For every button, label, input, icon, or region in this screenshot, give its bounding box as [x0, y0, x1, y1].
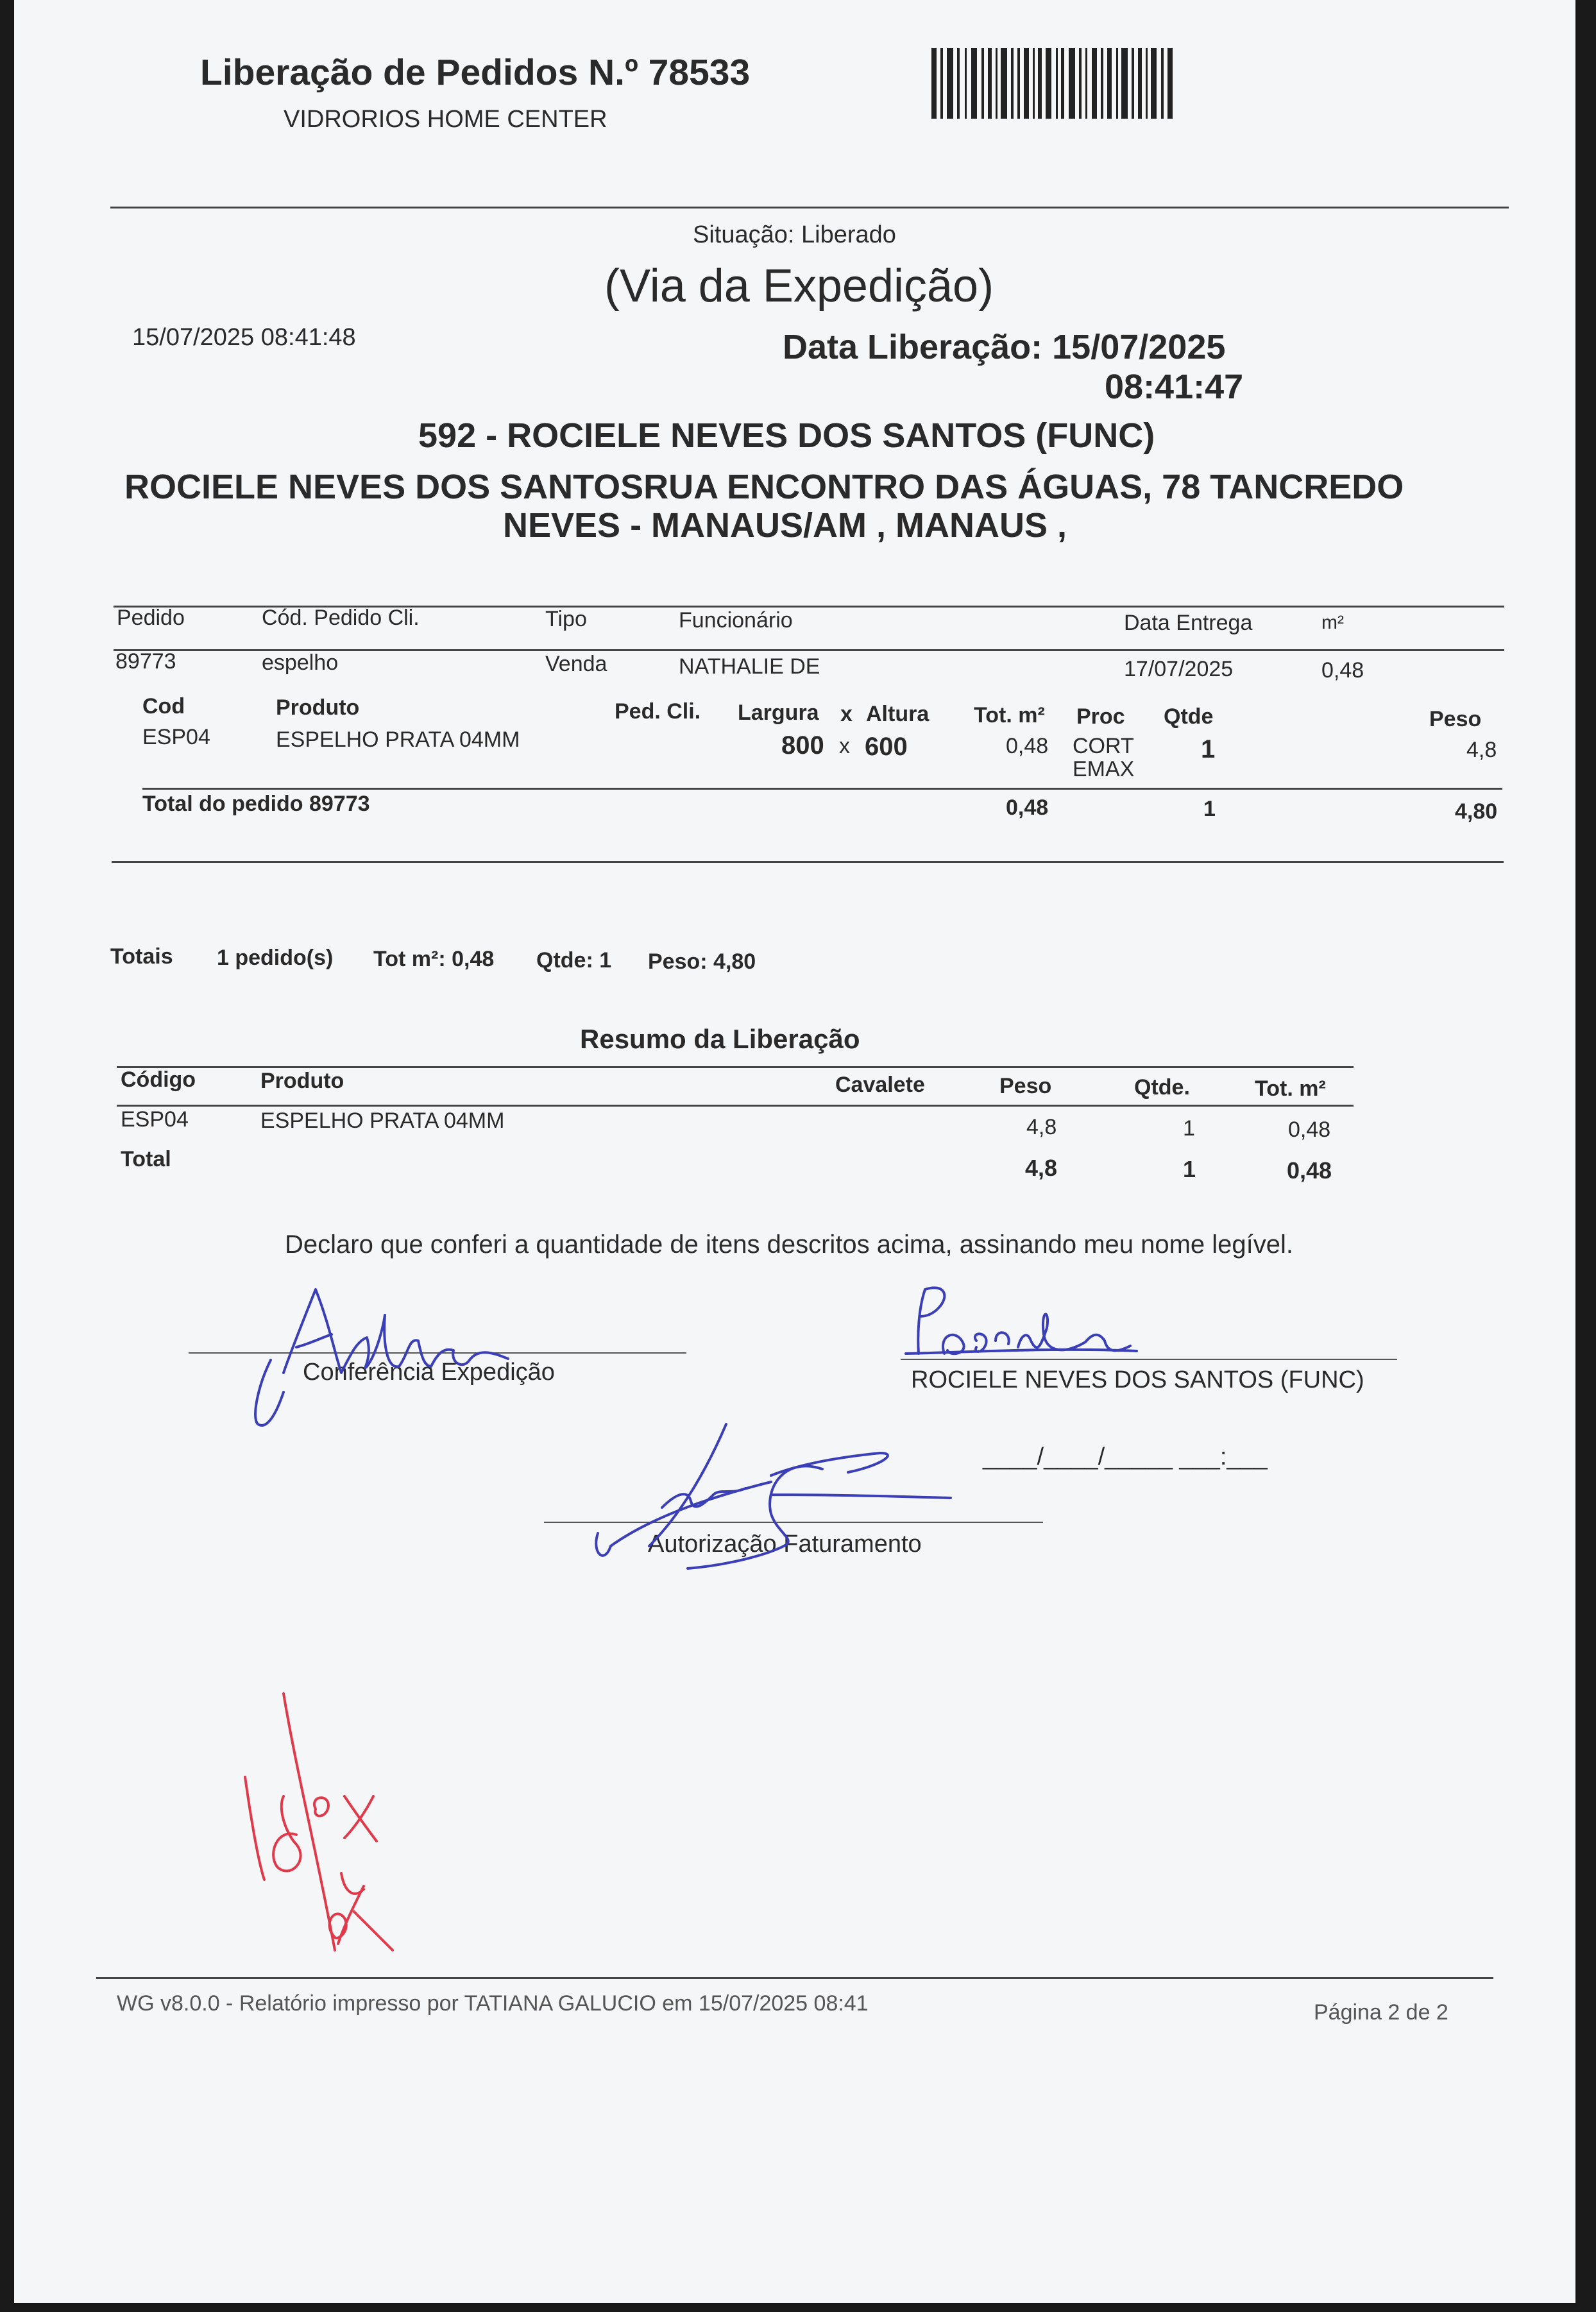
cliente-signature	[899, 1270, 1143, 1366]
resumo-total-peso: 4,8	[1025, 1155, 1058, 1181]
order-cod-pedido-cli: espelho	[262, 650, 339, 675]
item-col-largura: Largura	[738, 701, 819, 725]
resumo-col-produto: Produto	[260, 1069, 344, 1093]
item-col-altura: Altura	[866, 702, 930, 726]
client-code-line: 592 - ROCIELE NEVES DOS SANTOS (FUNC)	[418, 416, 1155, 455]
resumo-title: Resumo da Liberação	[580, 1024, 860, 1054]
col-funcionario: Funcionário	[679, 608, 793, 633]
item-col-tot-m2: Tot. m²	[974, 703, 1045, 727]
cliente-label: ROCIELE NEVES DOS SANTOS (FUNC)	[911, 1366, 1364, 1393]
declaration-text: Declaro que conferi a quantidade de itens descritos acima, assinando meu nome legível.	[285, 1230, 1294, 1259]
autorizacao-signature	[579, 1418, 989, 1578]
via-label: (Via da Expedição)	[604, 260, 994, 312]
order-total-label: Total do pedido 89773	[142, 792, 370, 816]
item-peso: 4,8	[1466, 738, 1497, 762]
data-liberacao-time: 08:41:47	[1105, 368, 1244, 406]
resumo-tot-m2: 0,48	[1288, 1118, 1331, 1142]
barcode	[931, 48, 1188, 119]
resumo-total-tot-m2: 0,48	[1287, 1157, 1332, 1184]
company-name: VIDRORIOS HOME CENTER	[284, 106, 607, 133]
resumo-peso: 4,8	[1026, 1115, 1057, 1139]
item-qtde: 1	[1201, 735, 1216, 763]
resumo-produto: ESPELHO PRATA 04MM	[260, 1109, 505, 1133]
footer-rule	[96, 1977, 1493, 1979]
order-funcionario: NATHALIE DE	[679, 654, 820, 679]
item-cod: ESP04	[142, 725, 210, 749]
order-total-m2: 0,48	[1006, 795, 1049, 820]
order-tipo: Venda	[545, 652, 607, 676]
order-total-peso: 4,80	[1455, 799, 1498, 824]
item-col-qtde: Qtde	[1164, 704, 1214, 729]
col-cod-pedido-cli: Cód. Pedido Cli.	[262, 606, 420, 630]
order-m2: 0,48	[1321, 658, 1364, 683]
header-divider	[110, 207, 1509, 208]
footer-printed-by: WG v8.0.0 - Relatório impresso por TATIANA GALUCIO em 15/07/2025 08:41	[117, 1991, 869, 2016]
resumo-col-peso: Peso	[999, 1074, 1052, 1098]
order-pedido: 89773	[115, 649, 176, 674]
item-tot-m2: 0,48	[1006, 734, 1049, 758]
resumo-col-tot-m2: Tot. m²	[1255, 1076, 1326, 1101]
col-m2: m²	[1321, 612, 1344, 633]
autorizacao-label: Autorização Faturamento	[648, 1531, 922, 1558]
totais-peso: Peso: 4,80	[648, 949, 756, 974]
footer-page-number: Página 2 de 2	[1314, 2000, 1448, 2025]
item-col-ped-cli: Ped. Cli.	[615, 699, 701, 724]
col-tipo: Tipo	[545, 607, 587, 631]
order-table-bottom-rule	[112, 861, 1504, 863]
resumo-total-qtde: 1	[1183, 1156, 1196, 1182]
resumo-total-label: Total	[121, 1147, 171, 1171]
handwritten-red-note	[207, 1668, 437, 1976]
order-total-qtde: 1	[1203, 797, 1216, 821]
resumo-col-codigo: Código	[121, 1067, 196, 1092]
item-col-peso: Peso	[1429, 707, 1482, 731]
resumo-header-rule	[117, 1105, 1354, 1107]
print-timestamp: 15/07/2025 08:41:48	[132, 324, 356, 351]
resumo-codigo: ESP04	[121, 1107, 189, 1132]
item-col-x: x	[840, 702, 853, 726]
resumo-qtde: 1	[1183, 1116, 1195, 1141]
document-title: Liberação de Pedidos N.º 78533	[200, 52, 751, 93]
item-proc-1: CORT	[1073, 734, 1134, 758]
item-largura: 800	[781, 731, 824, 760]
item-col-produto: Produto	[276, 695, 360, 720]
date-time-blank: ____/____/_____ ___:___	[983, 1443, 1268, 1470]
conferencia-signature	[239, 1277, 540, 1431]
item-x: x	[839, 734, 850, 758]
data-liberacao: Data Liberação: 15/07/2025	[783, 328, 1226, 366]
client-address-line2: NEVES - MANAUS/AM , MANAUS ,	[503, 506, 1067, 545]
document-page	[14, 0, 1575, 2303]
col-pedido: Pedido	[117, 606, 185, 630]
order-data-entrega: 17/07/2025	[1124, 657, 1234, 681]
totais-qtde: Qtde: 1	[536, 948, 612, 973]
item-col-cod: Cod	[142, 694, 185, 718]
item-total-rule	[142, 788, 1502, 790]
totais-label: Totais	[110, 944, 173, 969]
item-produto: ESPELHO PRATA 04MM	[276, 727, 520, 752]
resumo-col-cavalete: Cavalete	[835, 1073, 925, 1097]
totais-pedidos: 1 pedido(s)	[217, 946, 334, 970]
resumo-top-rule	[117, 1066, 1354, 1068]
item-col-proc: Proc	[1076, 704, 1125, 729]
resumo-col-qtde: Qtde.	[1134, 1075, 1190, 1100]
conferencia-label: Conferência Expedição	[303, 1359, 555, 1386]
totais-m2: Tot m²: 0,48	[373, 947, 495, 971]
item-proc-2: EMAX	[1073, 757, 1135, 781]
item-altura: 600	[865, 733, 908, 761]
situacao-label: Situação: Liberado	[693, 221, 896, 248]
client-address-line1: ROCIELE NEVES DOS SANTOSRUA ENCONTRO DAS ÁGUAS, 78 TANCREDO	[124, 468, 1404, 506]
col-data-entrega: Data Entrega	[1124, 611, 1253, 635]
